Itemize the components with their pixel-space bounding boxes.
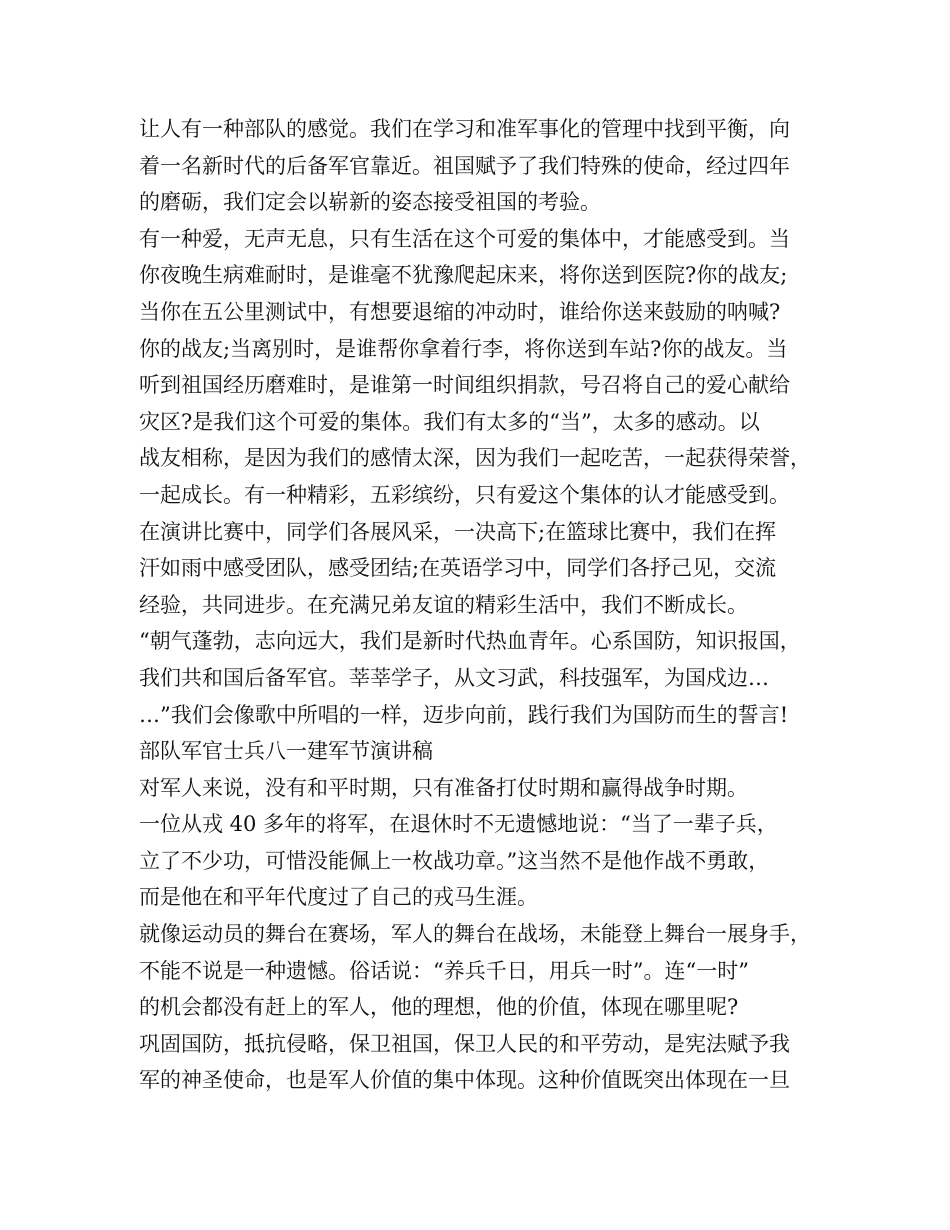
text-line: 听到祖国经历磨难时，是谁第一时间组织捐款，号召将自己的爱心献给: [139, 373, 790, 398]
document-body: [139, 111, 839, 1099]
text-line: 军的神圣使命，也是军人价值的集中体现。这种价值既突出体现在一旦: [139, 1068, 790, 1093]
text-line: 在演讲比赛中，同学们各展风采，一决高下;在篮球比赛中，我们在挥: [139, 519, 777, 544]
section-heading: 部队军官士兵八一建军节演讲稿: [139, 739, 433, 764]
text-line: 灾区?是我们这个可爱的集体。我们有太多的“当”，太多的感动。以: [139, 409, 760, 434]
text-line: 巩固国防，抵抗侵略，保卫祖国，保卫人民的和平劳动，是宪法赋予我: [139, 1031, 790, 1056]
text-line: 而是他在和平年代度过了自己的戎马生涯。: [139, 885, 538, 910]
text-line: 汗如雨中感受团队，感受团结;在英语学习中，同学们各抒己见，交流: [139, 556, 777, 581]
text-line: 一位从戎 40 多年的将军，在退休时不无遗憾地说：“当了一辈子兵，: [139, 812, 778, 837]
text-line: 的机会都没有赶上的军人，他的理想，他的价值，体现在哪里呢?: [139, 995, 739, 1020]
text-line: 战友相称，是因为我们的感情太深，因为我们一起吃苦，一起获得荣誉，: [139, 446, 811, 471]
text-line: 当你在五公里测试中，有想要退缩的冲动时，谁给你送来鼓励的呐喊?: [139, 299, 781, 324]
text-line: 就像运动员的舞台在赛场，军人的舞台在战场，未能登上舞台一展身手，: [139, 922, 811, 947]
text-line: 你夜晚生病难耐时，是谁毫不犹豫爬起床来，将你送到医院?你的战友;: [139, 263, 788, 288]
text-line: 一起成长。有一种精彩，五彩缤纷，只有爱这个集体的认才能感受到。: [139, 482, 790, 507]
text-line: 经验，共同进步。在充满兄弟友谊的精彩生活中，我们不断成长。: [139, 592, 748, 617]
text-line: 不能不说是一种遗憾。俗话说：“养兵千日，用兵一时”。连“一时”: [139, 958, 749, 983]
text-line: “朝气蓬勃，志向远大，我们是新时代热血青年。心系国防，知识报国，: [139, 629, 801, 654]
text-line: 你的战友;当离别时，是谁帮你拿着行李，将你送到车站?你的战友。当: [139, 336, 788, 361]
text-line: 有一种爱，无声无息，只有生活在这个可爱的集体中，才能感受到。当: [139, 226, 790, 251]
text-line: 我们共和国后备军官。莘莘学子，从文习武，科技强军，为国戍边…: [139, 665, 769, 690]
text-line: 立了不少功，可惜没能佩上一枚战功章。”这当然不是他作战不勇敢，: [139, 848, 770, 873]
text-line: 对军人来说，没有和平时期，只有准备打仗时期和赢得战争时期。: [139, 775, 748, 800]
text-line: 让人有一种部队的感觉。我们在学习和准军事化的管理中找到平衡，向: [139, 117, 790, 141]
text-line: 着一名新时代的后备军官靠近。祖国赋予了我们特殊的使命，经过四年: [139, 153, 790, 178]
text-line: …”我们会像歌中所唱的一样，迈步向前，践行我们为国防而生的誓言!: [139, 702, 789, 727]
text-line: 的磨砺，我们定会以崭新的姿态接受祖国的考验。: [139, 190, 601, 215]
